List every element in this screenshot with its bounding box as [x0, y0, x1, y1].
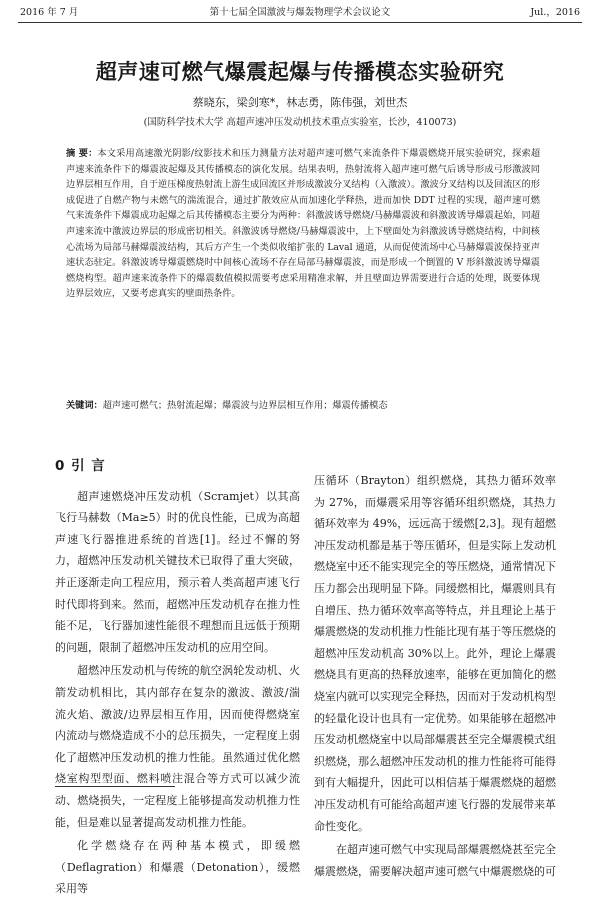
section-heading-introduction: 0 引 言 [55, 458, 106, 474]
author-list: 蔡晓东，梁剑寒*，林志勇，陈伟强，刘世杰 [192, 96, 408, 109]
body-paragraph: 压循环（Brayton）组织燃烧，其热力循环效率为 27%，而爆震采用等容循环组织燃烧，其热力循环效率为 49%，远远高于缓燃[2,3]。现有超燃冲压发动机都是基于等压循环，但是实际上发动机燃烧室中还不能实现完全的等压燃烧，通常情况下压力都会出现明显下降。同缓燃相比，爆震则具有自增压、热力循环效率高等特点，并且理论上基于爆震燃烧的发动机推力性能比现有基于等压燃烧的超燃冲压发动机高 30%以上。此外，理论上爆震燃烧具有更高的热释放速率，能够在更加简化的燃烧室内就可以实现完全释热，因而对于发动机构型的轻量化设计也具有一定优势。如果能够在超燃冲压发动机燃烧室中以局部爆震甚至完全爆震模式组织燃烧，那么超燃冲压发动机的推力性能将可能得到有大幅提升，因此可以相信基于爆震燃烧的超燃冲压发动机有可能给高超声速飞行器的发展带来革命性变化。 [314, 474, 556, 833]
header-date: 2016 年 7 月 [20, 7, 79, 18]
running-header [18, 6, 582, 23]
body-paragraph: 超声速燃烧冲压发动机（Scramjet）以其高飞行马赫数（Ma≥5）时的优良性能，已成为高超声速飞行器推进系统的首选[1]。经过不懈的努力，超燃冲压发动机关键技术已取得了重大突破，并正逐渐走向工程应用，预示着人类高超声速飞行时代即将到来。然而，超燃冲压发动机存在推力性能不足，飞行器加速性能很不理想而且远低于预期的问题，限制了超燃冲压发动机的应用空间。 [55, 489, 300, 654]
abstract [66, 146, 540, 302]
body-paragraph: 在超声速可燃气中实现局部爆震燃烧甚至完全爆震燃烧，需要解决超声速可燃气中爆震燃烧的可 [314, 843, 556, 878]
left-column [55, 456, 300, 902]
body-paragraph: 化学燃烧存在两种基本模式，即缓燃（Deflagration）和爆震（Detonation），缓燃采用等 [55, 839, 300, 896]
keywords [66, 398, 540, 413]
keywords-label: 关键词： [66, 400, 103, 411]
abstract-label: 摘 要： [66, 148, 98, 159]
keywords-text: 超声速可燃气；热射流起爆；爆震波与边界层相互作用；爆震传播模态 [102, 400, 388, 411]
footnote-divider [55, 786, 175, 787]
header-conference: 第十七届全国激波与爆轰物理学术会议论文 [209, 7, 391, 18]
affiliation: (国防科学技术大学 高超声速冲压发动机技术重点实验室，长沙，410073) [143, 117, 457, 128]
right-column [314, 470, 556, 884]
paper-title: 超声速可燃气爆震起爆与传播模态实验研究 [95, 60, 505, 84]
body-paragraph: 超燃冲压发动机与传统的航空涡轮发动机、火箭发动机相比，其内部存在复杂的激波、激波/湍流火焰、激波/边界层相互作用，因而使得燃烧室内流动与燃烧造成不小的总压损失，一定程度上弱化了超燃冲压发动机的推力性能。虽然通过优化燃烧室构型型面、燃料喷注混合等方式可以减少流动、燃烧损失，一定程度上能够提高发动机推力性能，但是难以显著提高发动机推力性能。 [55, 664, 300, 829]
abstract-text: 本文采用高速激光阴影/纹影技术和压力测量方法对超声速可燃气来流条件下爆震燃烧开展实验研究，探索超声速来流条件下的爆震波起爆及其传播模态的演化发展。结果表明，热射流将入超声速可燃气后诱导形成弓形激波同边界层相互作用，自于逆压梯度热射流上游生成回流区并形成激波分叉结构（入激波）。激波分叉结构以及回流区的形成促进了自燃产物与未燃气的湍流混合，通过扩散效应从而加速化学释热，进而加快 DDT 过程的实现，超声速可燃气来流条件下爆震成功起爆之后其传播模态主要分为两种：斜激波诱导燃烧/马赫爆震波和斜激波诱导爆震起始，同超声速来流中激波边界层的形成密切相关。斜激波诱导燃烧/马赫爆震波中，上下壁面处为斜激波诱导燃烧结构，中间核心流场为局部马赫爆震波结构，其后方产生一个类似收缩扩张的 Laval 通道，从而促使流场中心马赫爆震波保持亚声速状态驻定。斜激波诱导爆震燃烧时中间核心流场不存在局部马赫爆震波，而是形成一个倒置的 V 形斜激波诱导爆震燃烧构型。超声速来流条件下的爆震数值模拟需要考虑采用精准求解，并且壁面边界需要进行合适的处理，既要体现边界层效应，又要考虑真实的壁面热条件。 [66, 148, 541, 300]
header-date-en: Jul.，2016 [530, 7, 580, 18]
